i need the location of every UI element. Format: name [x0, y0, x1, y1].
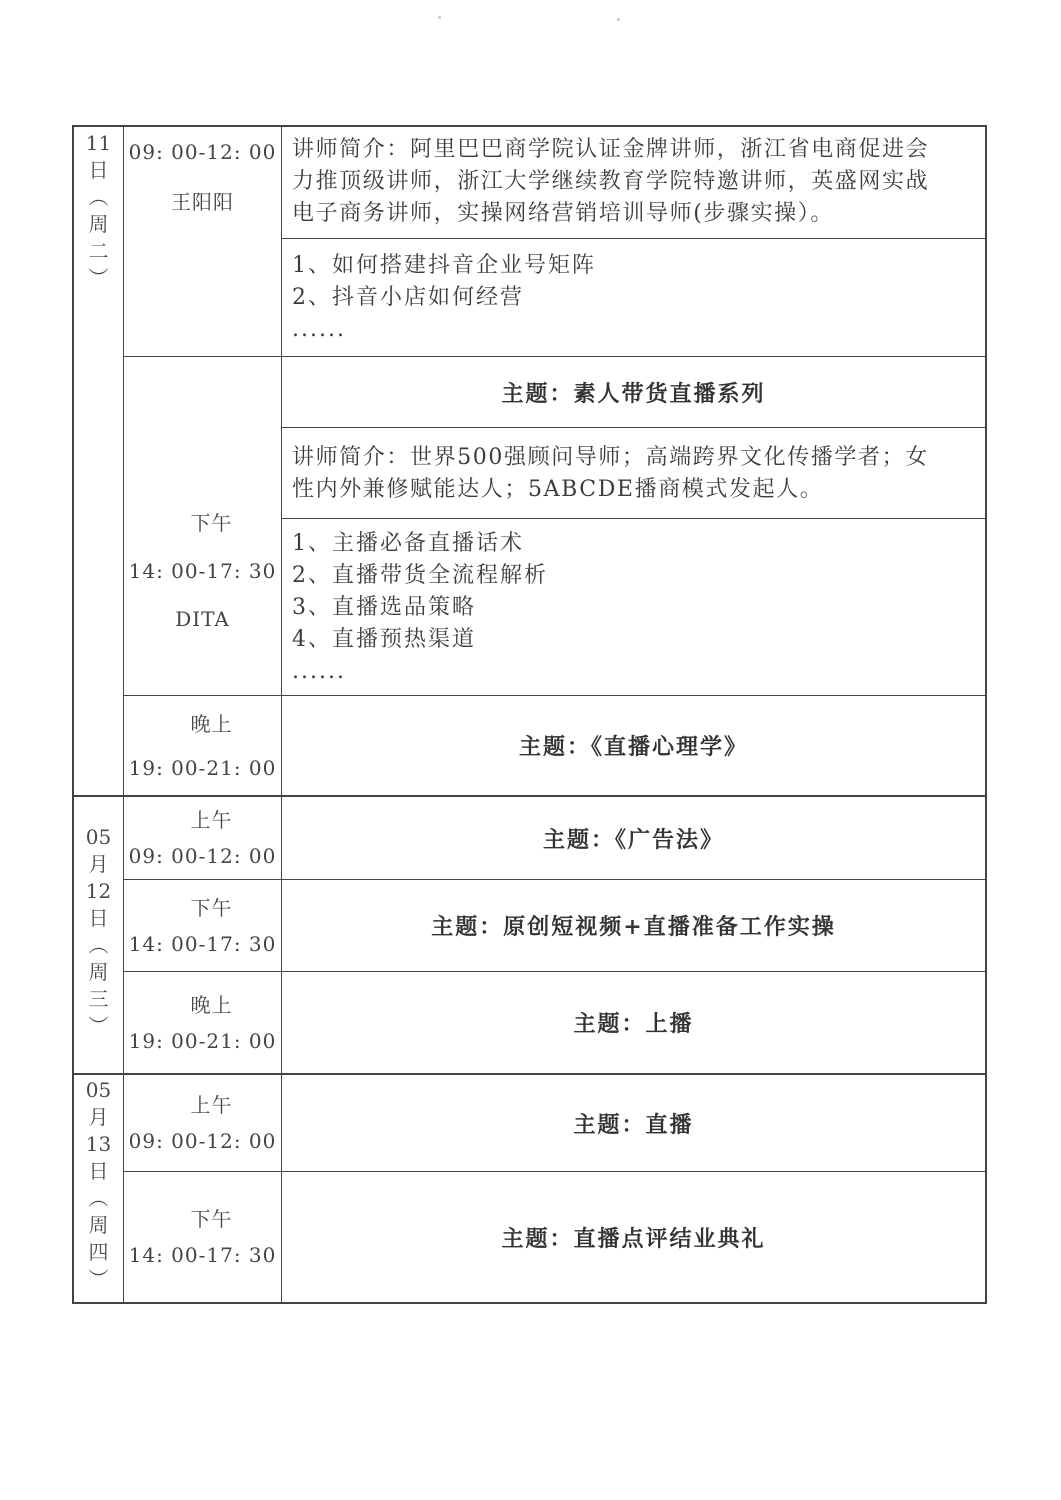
topic-item: 2、抖音小店如何经营 — [292, 285, 524, 310]
session-theme: 主题：《广告法》 — [542, 826, 724, 853]
day1-morning-topics — [282, 250, 985, 356]
content-separator — [281, 518, 987, 519]
day1-date-cell — [74, 130, 123, 350]
date-char: 周 — [88, 960, 109, 984]
date-char: 11 — [85, 131, 112, 155]
content-separator — [281, 238, 987, 239]
table-border-top — [72, 125, 987, 127]
day3-date — [74, 1077, 123, 1293]
lecturer-name: DITA — [175, 607, 230, 631]
session-time: 19: 00-21: 00 — [128, 1028, 277, 1053]
session-time: 14: 00-17: 30 — [128, 1243, 277, 1267]
session-time: 09: 00-12: 00 — [128, 844, 277, 868]
date-char: 日 — [88, 158, 109, 182]
date-char: ︵ — [88, 1186, 109, 1210]
session-theme: 主题：素人带货直播系列 — [501, 380, 766, 407]
date-char: 四 — [88, 1240, 109, 1264]
table-border-right — [985, 125, 987, 1304]
topic-item: ...... — [292, 659, 346, 684]
day3-afternoon-time-cell — [124, 1172, 281, 1302]
topic-item: 4、直播预热渠道 — [292, 627, 476, 652]
date-char: 05 — [85, 1078, 112, 1102]
session-time: 19: 00-21: 00 — [128, 755, 277, 780]
day1-date — [74, 130, 123, 292]
session-period: 晚上 — [190, 711, 233, 736]
day3-morning-time-cell — [124, 1075, 281, 1171]
date-char: 05 — [85, 825, 112, 849]
session-time: 14: 00-17: 30 — [128, 931, 277, 956]
date-char: 日 — [88, 906, 109, 930]
date-char: 12 — [85, 879, 112, 903]
day3-morning-theme-cell — [282, 1075, 985, 1171]
topic-item: 3、直播选品策略 — [292, 595, 476, 620]
date-char: 周 — [88, 212, 109, 236]
intro-line: 讲师简介：世界500强顾问导师；高端跨界文化传播学者；女 — [292, 445, 929, 470]
day1-morning-time-cell — [124, 134, 281, 230]
date-char: ︶ — [88, 1267, 109, 1291]
session-period: 下午 — [190, 895, 233, 920]
date-char: 日 — [88, 1159, 109, 1183]
date-char: ︵ — [88, 933, 109, 957]
date-char: ︶ — [88, 266, 109, 290]
session-theme: 主题：上播 — [573, 1011, 694, 1037]
session-theme: 主题：原创短视频+直播准备工作实操 — [431, 914, 836, 940]
table-border-bottom — [72, 1302, 987, 1304]
day2-evening-theme-cell — [282, 972, 985, 1073]
session-time: 14: 00-17: 30 — [128, 559, 277, 583]
date-char: 月 — [88, 1105, 109, 1129]
intro-line: 力推顶级讲师，浙江大学继续教育学院特邀讲师，英盛网实战 — [292, 169, 930, 194]
session-period: 晚上 — [190, 992, 233, 1017]
day1-afternoon-intro — [282, 442, 985, 518]
session-time: 09: 00-12: 00 — [128, 140, 277, 164]
session-period: 上午 — [190, 808, 233, 832]
session-theme: 主题：直播 — [573, 1111, 694, 1138]
session-period: 下午 — [190, 511, 233, 535]
intro-line: 讲师简介：阿里巴巴商学院认证金牌讲师，浙江省电商促进会 — [292, 137, 930, 162]
session-period: 上午 — [190, 1093, 233, 1117]
session-theme: 主题：《直播心理学》 — [518, 734, 748, 760]
day3-afternoon-theme-cell — [282, 1172, 985, 1302]
day2-afternoon-time-cell — [124, 880, 281, 971]
day2-date — [74, 824, 123, 1040]
date-char: 周 — [88, 1213, 109, 1237]
day1-afternoon-theme-cell — [282, 357, 985, 427]
date-char: ︵ — [88, 185, 109, 209]
day1-morning-intro — [282, 134, 985, 238]
topic-item: 2、直播带货全流程解析 — [292, 563, 548, 588]
topic-item: 1、如何搭建抖音企业号矩阵 — [292, 253, 596, 278]
day1-afternoon-topics — [282, 528, 985, 695]
topic-item: 1、主播必备直播话术 — [292, 531, 524, 556]
session-period: 下午 — [190, 1207, 233, 1231]
topic-item: ...... — [292, 317, 346, 342]
date-char: 三 — [88, 987, 109, 1011]
day3-date-cell — [74, 1077, 123, 1299]
day2-morning-time-cell — [124, 797, 281, 879]
session-theme: 主题：直播点评结业典礼 — [501, 1225, 766, 1252]
scan-specks — [0, 14, 1061, 24]
day1-evening-time-cell — [124, 696, 281, 795]
intro-line: 性内外兼修赋能达人；5ABCDE播商模式发起人。 — [292, 477, 824, 502]
date-char: 13 — [85, 1132, 112, 1156]
day2-evening-time-cell — [124, 972, 281, 1073]
day1-evening-theme-cell — [282, 696, 985, 795]
day2-morning-theme-cell — [282, 797, 985, 879]
day1-afternoon-time-cell — [124, 357, 281, 695]
date-char: ︶ — [88, 1014, 109, 1038]
content-separator — [281, 427, 987, 428]
intro-line: 电子商务讲师，实操网络营销培训导师(步骤实操）。 — [292, 201, 834, 226]
date-char: 二 — [88, 239, 109, 263]
date-char: 月 — [88, 852, 109, 876]
day2-date-cell — [74, 824, 123, 1054]
day2-afternoon-theme-cell — [282, 880, 985, 971]
session-time: 09: 00-12: 00 — [128, 1129, 277, 1153]
speck — [438, 16, 441, 19]
lecturer-name: 王阳阳 — [171, 190, 234, 214]
speck — [617, 18, 620, 21]
